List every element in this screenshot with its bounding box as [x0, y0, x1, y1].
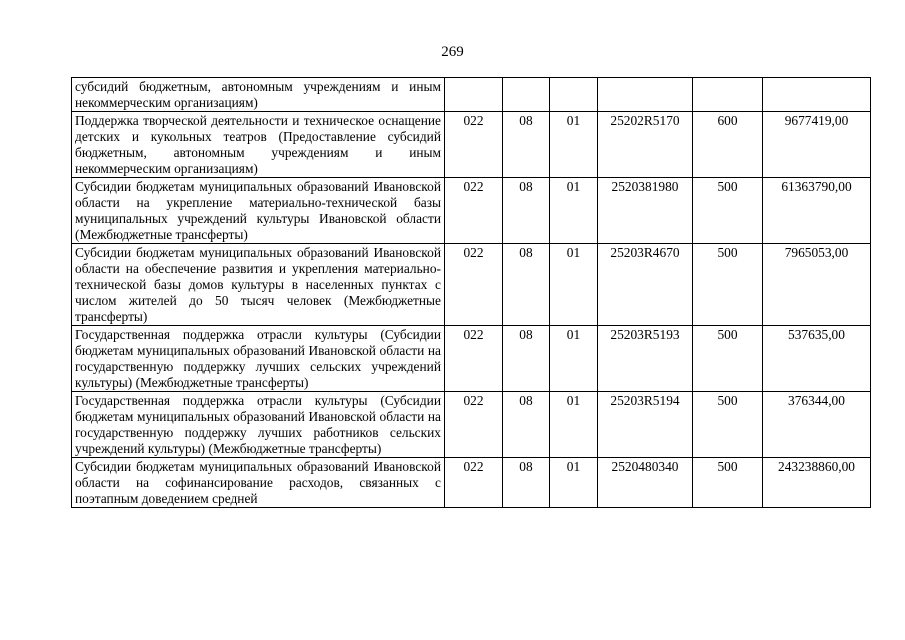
section-code: 08: [503, 392, 550, 458]
section-code: 08: [503, 458, 550, 508]
table-row: [72, 244, 871, 326]
row-description: Субсидии бюджетам муниципальных образований Ивановской области на укрепление материально-технической базы муниципальных учреждений культуры Ивановской области (Межбюджетные трансферты): [72, 178, 445, 244]
row-description: Государственная поддержка отрасли культуры (Субсидии бюджетам муниципальных образований Ивановской области на государственную поддержку лучших работников сельских учреждений культуры) (Межбюджетные трансферты): [72, 392, 445, 458]
target-article-code: 25203R5193: [598, 326, 693, 392]
table-row: [72, 178, 871, 244]
target-article-code: 2520381980: [598, 178, 693, 244]
subsection-code: 01: [550, 112, 598, 178]
expense-type-code: 500: [693, 326, 763, 392]
target-article-code: 25202R5170: [598, 112, 693, 178]
grbs-code: 022: [445, 326, 503, 392]
subsection-code: [550, 78, 598, 112]
subsection-code: 01: [550, 178, 598, 244]
subsection-code: 01: [550, 458, 598, 508]
section-code: 08: [503, 112, 550, 178]
expense-type-code: 500: [693, 458, 763, 508]
section-code: 08: [503, 326, 550, 392]
row-description: субсидий бюджетным, автономным учреждениям и иным некоммерческим организациям): [72, 78, 445, 112]
table-row: [72, 326, 871, 392]
page-number: 269: [441, 44, 464, 60]
section-code: 08: [503, 244, 550, 326]
amount: 61363790,00: [763, 178, 871, 244]
row-description: Субсидии бюджетам муниципальных образований Ивановской области на обеспечение развития и укрепления материально-технической базы домов культуры в населенных пунктах с числом жителей до 50 тысяч человек (Межбюджетные трансферты): [72, 244, 445, 326]
table-row: [72, 78, 871, 112]
target-article-code: 25203R4670: [598, 244, 693, 326]
grbs-code: 022: [445, 112, 503, 178]
amount: 9677419,00: [763, 112, 871, 178]
expense-type-code: 600: [693, 112, 763, 178]
budget-table: [71, 77, 871, 508]
amount: 537635,00: [763, 326, 871, 392]
grbs-code: 022: [445, 244, 503, 326]
subsection-code: 01: [550, 326, 598, 392]
table-row: [72, 112, 871, 178]
table-row: [72, 392, 871, 458]
subsection-code: 01: [550, 244, 598, 326]
row-description: Государственная поддержка отрасли культуры (Субсидии бюджетам муниципальных образований Ивановской области на государственную поддержку лучших сельских учреждений культуры) (Межбюджетные трансферты): [72, 326, 445, 392]
target-article-code: 2520480340: [598, 458, 693, 508]
amount: 7965053,00: [763, 244, 871, 326]
amount: 243238860,00: [763, 458, 871, 508]
subsection-code: 01: [550, 392, 598, 458]
expense-type-code: 500: [693, 244, 763, 326]
row-description: Субсидии бюджетам муниципальных образований Ивановской области на софинансирование расходов, связанных с поэтапным доведением средней: [72, 458, 445, 508]
grbs-code: 022: [445, 392, 503, 458]
amount: 376344,00: [763, 392, 871, 458]
expense-type-code: [693, 78, 763, 112]
grbs-code: [445, 78, 503, 112]
target-article-code: 25203R5194: [598, 392, 693, 458]
amount: [763, 78, 871, 112]
row-description: Поддержка творческой деятельности и техническое оснащение детских и кукольных театров (Предоставление субсидий бюджетным, автономным учреждениям и иным некоммерческим организациям): [72, 112, 445, 178]
section-code: 08: [503, 178, 550, 244]
expense-type-code: 500: [693, 392, 763, 458]
grbs-code: 022: [445, 178, 503, 244]
table-row: [72, 458, 871, 508]
target-article-code: [598, 78, 693, 112]
section-code: [503, 78, 550, 112]
expense-type-code: 500: [693, 178, 763, 244]
grbs-code: 022: [445, 458, 503, 508]
